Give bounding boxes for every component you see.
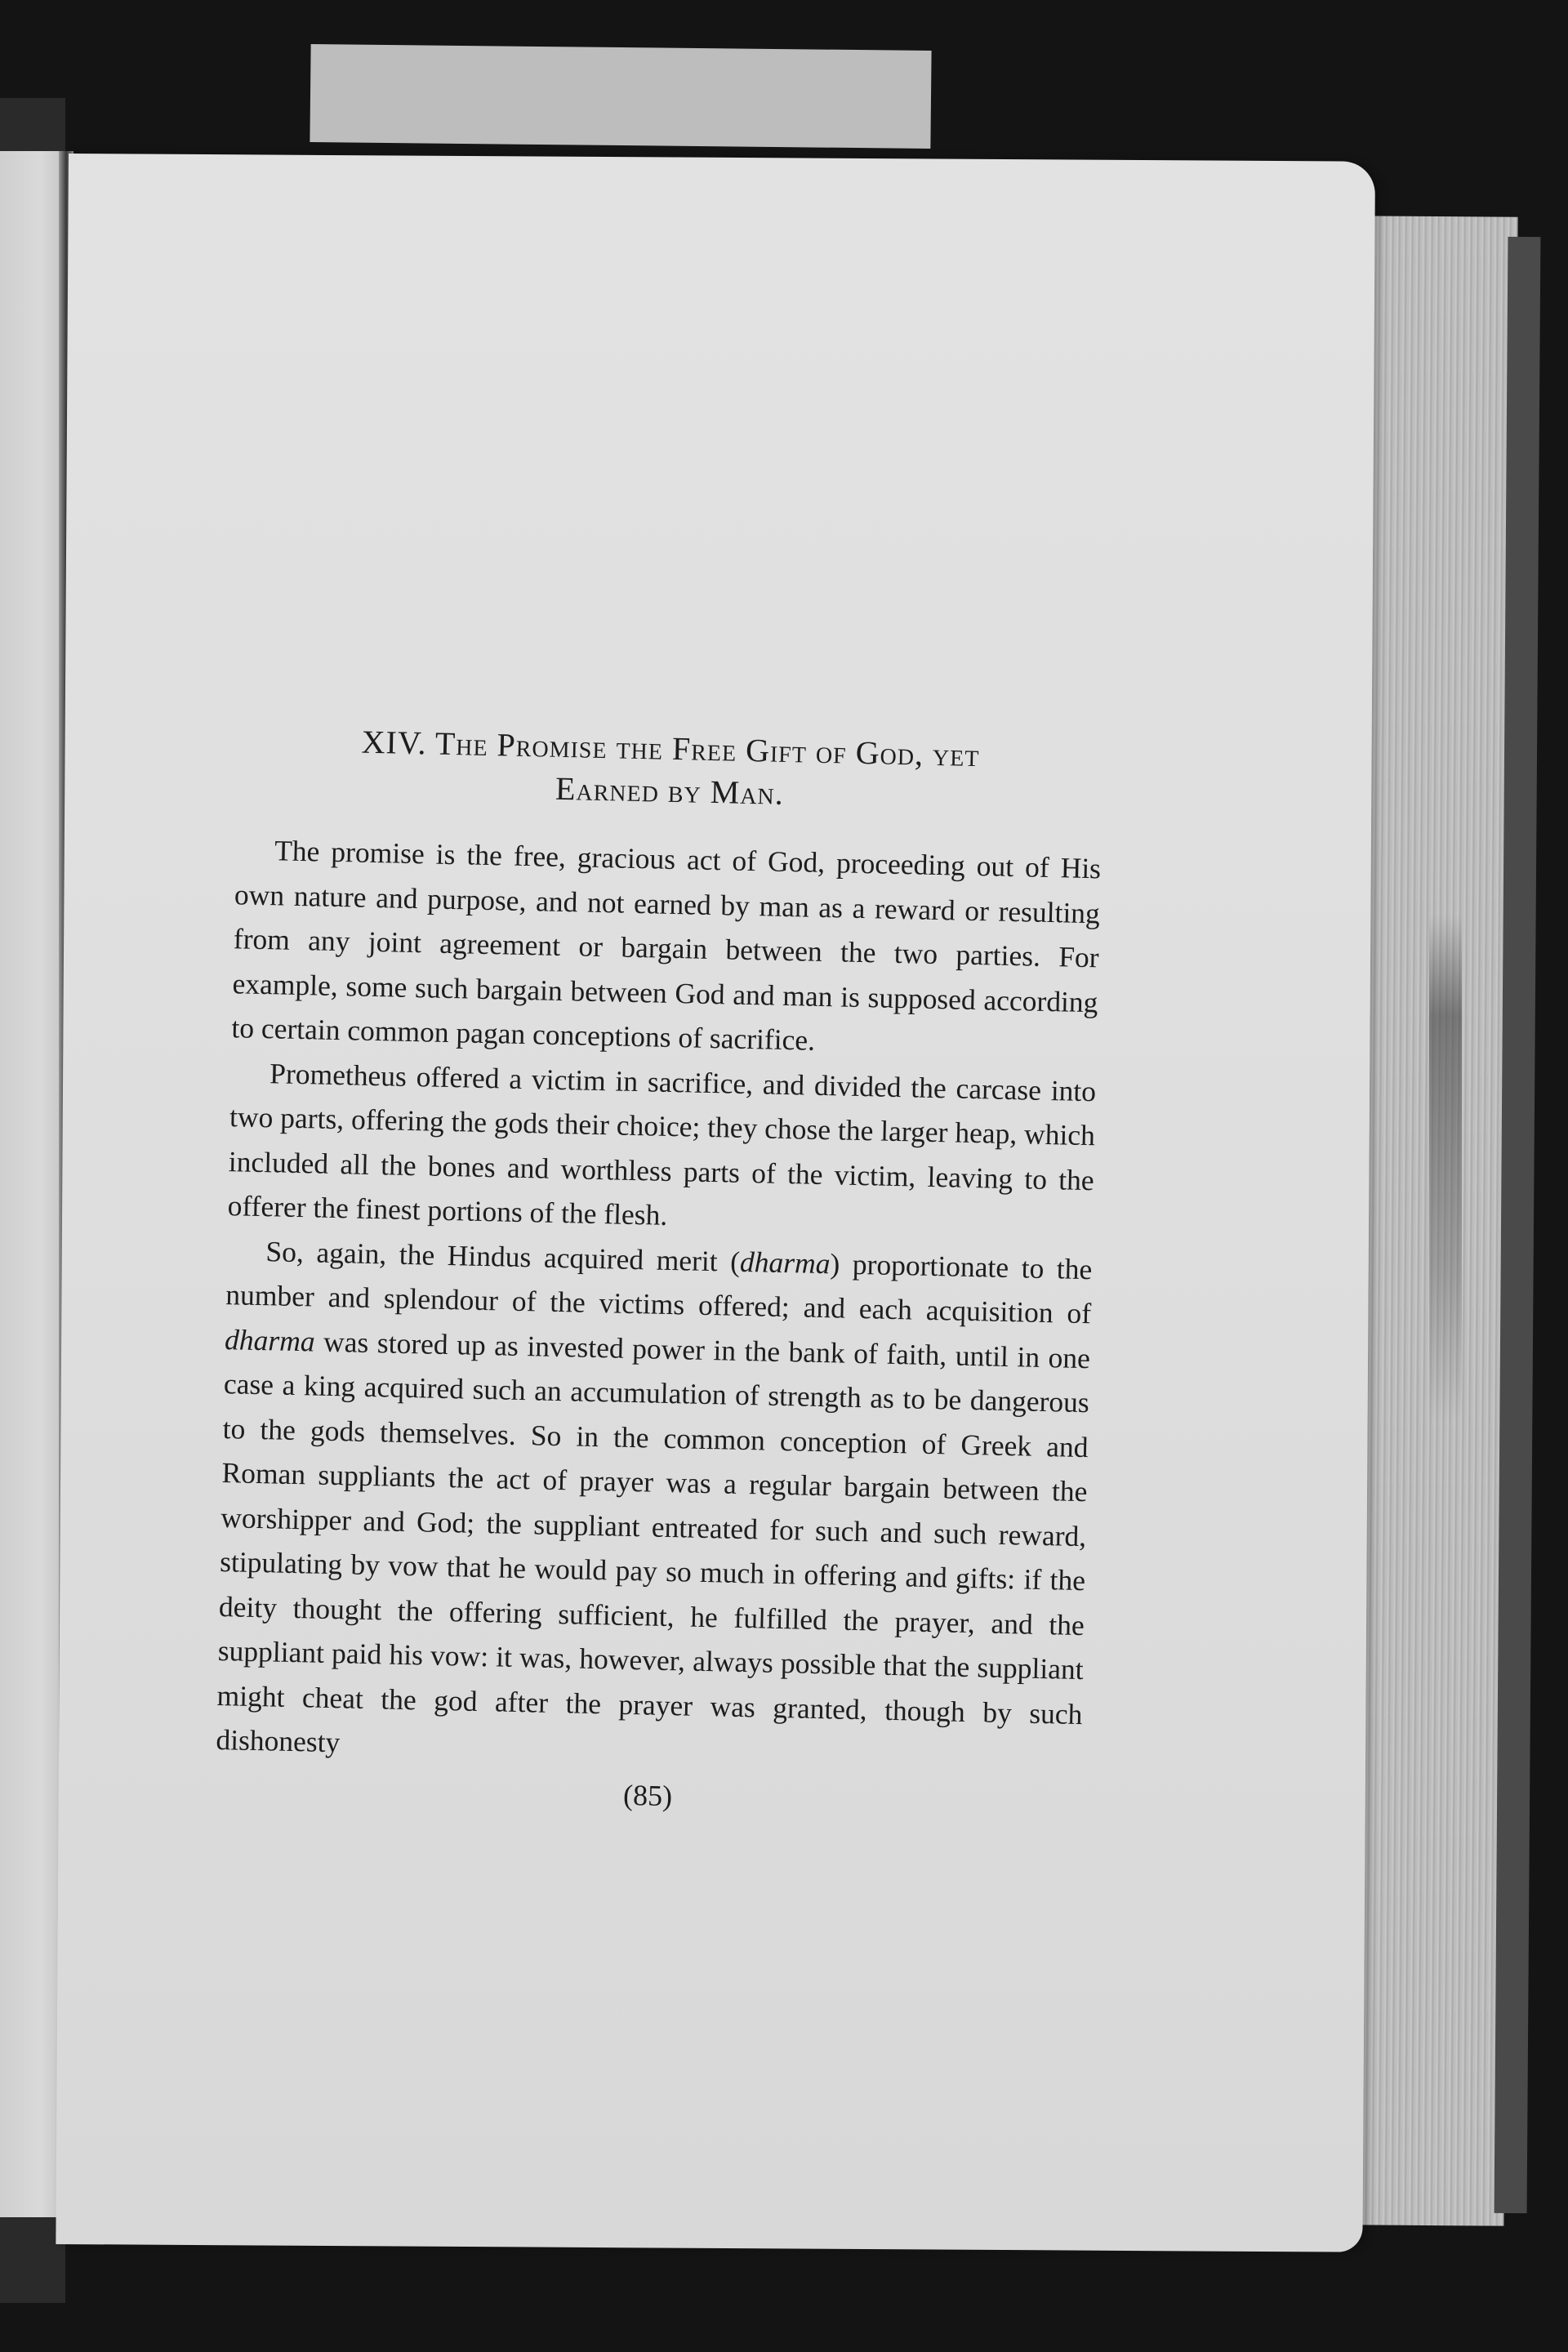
- paragraph: [216, 1228, 1093, 1781]
- chapter-heading: [237, 718, 1104, 822]
- paragraph: [231, 827, 1102, 1069]
- top-paper-strip: [310, 44, 931, 149]
- paragraph-text: The promise is the free, gracious act of God, proceeding out of His own nature and purpose, and not earned by man as a reward or resulting from any joint agreement or bargain between the two parties. For example, some such bargain between God and man is supposed according to certain common pagan conceptions of sacrifice.: [231, 834, 1102, 1057]
- left-facing-page: [0, 151, 67, 2217]
- body-text: [216, 827, 1102, 1780]
- heading-line-2: Earned by Man.: [555, 769, 785, 812]
- book-page: [56, 154, 1375, 2252]
- italic-term: dharma: [224, 1322, 316, 1358]
- paragraph: [227, 1050, 1097, 1247]
- paragraph-text: So, again, the Hindus acquired merit (: [265, 1234, 741, 1278]
- paragraph-text: was stored up as invested power in the bank of faith, until in one case a king acquired such an accumulation of strength as to be dangerous to the gods themselves. So in the common conception of Greek and Roman suppliants the act of prayer was a regular bargain between the worshipper and God; the suppliant entreated for such and such reward, stipulating by vow that he would pay so much in offering and gifts: if the deity thought the offering sufficient, he fulfilled the prayer, and the suppliant paid his vow: it was, however, always possible that the suppliant might cheat the god after the prayer was granted, though by such dishonesty: [216, 1325, 1091, 1759]
- page-number: (85): [622, 1778, 673, 1812]
- italic-term: dharma: [739, 1245, 831, 1280]
- edge-stain: [1429, 915, 1462, 1421]
- paragraph-text: Prometheus offered a victim in sacrifice, and divided the carcase into two parts, offering the gods their choice; they chose the larger heap, which included all the bones and worthless parts of the victim, leaving to the offerer the finest portions of the flesh.: [227, 1056, 1097, 1232]
- heading-line-1: XIV. The Promise the Free Gift of God, yet: [361, 723, 980, 774]
- text-block: [215, 718, 1104, 1824]
- paragraph-text: ) proportionate to the number and splendour of the victims offered; and each acquisition of: [225, 1246, 1093, 1330]
